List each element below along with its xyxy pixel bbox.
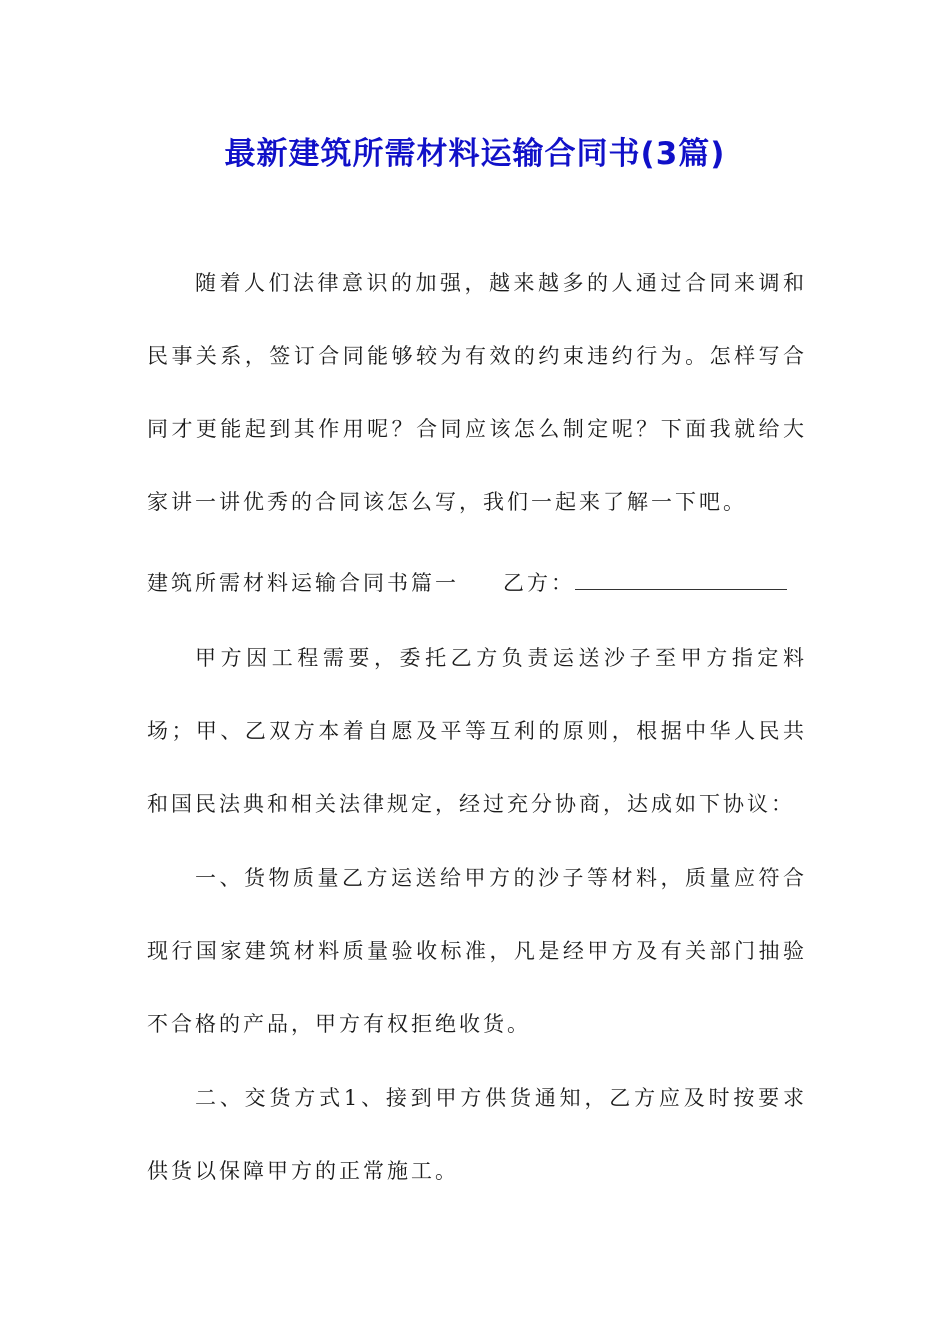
section-heading-row (147, 547, 847, 620)
preamble-paragraph: 甲方因工程需要，委托乙方负责运送沙子至甲方指定料场；甲、乙双方本着自愿及平等互利的原则，根据中华人民共和国民法典和相关法律规定，经过充分协商，达成如下协议： (147, 646, 807, 816)
document-title: 最新建筑所需材料运输合同书(3篇) (224, 136, 726, 172)
intro-paragraph: 随着人们法律意识的加强，越来越多的人通过合同来调和民事关系，签订合同能够较为有效的约束违约行为。怎样写合同才更能起到其作用呢？合同应该怎么制定呢？下面我就给大家讲一讲优秀的合同该怎么写，我们一起来了解一下吧。 (147, 271, 807, 514)
section-heading: 建筑所需材料运输合同书篇一 (147, 571, 459, 595)
clause-1-paragraph: 一、货物质量乙方运送给甲方的沙子等材料，质量应符合现行国家建筑材料质量验收标准，凡是经甲方及有关部门抽验不合格的产品，甲方有权拒绝收货。 (147, 866, 807, 1036)
party-b-label: 乙方： (503, 571, 575, 595)
clause-2-paragraph: 二、交货方式1、接到甲方供货通知，乙方应及时按要求供货以保障甲方的正常施工。 (147, 1086, 807, 1183)
party-b-blank-line (575, 571, 787, 590)
